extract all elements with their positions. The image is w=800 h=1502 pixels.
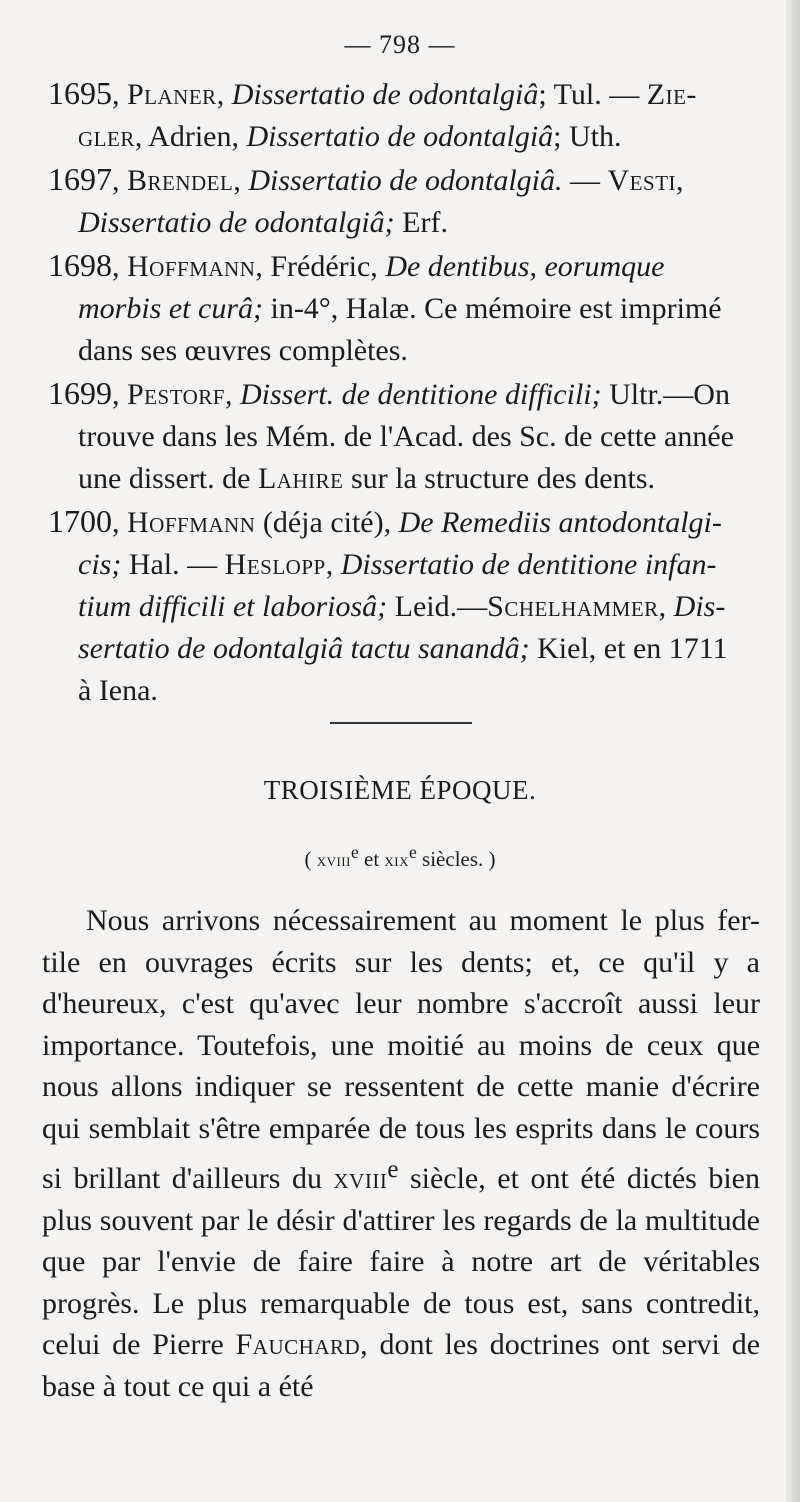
text-run: , Frédéric, [255,250,386,283]
entry-year: 1699 [48,375,112,411]
text-run: Hal. — [121,548,225,581]
text-run: , [112,250,127,283]
text-run: Leid.— [387,590,488,623]
text-run: une dissert. de [78,462,258,495]
entry-line [48,372,764,416]
text-run: Ultr.—On [601,378,730,411]
text-run: Erf. [394,206,448,239]
entry-line [48,288,764,330]
author-name: Planer [127,78,217,111]
section-title: TROISIÈME ÉPOQUE. [263,775,537,805]
bibliography-entry [48,500,764,712]
entry-line [48,586,764,628]
entry-line [48,500,764,544]
subtitle-century-2: xix [384,850,410,871]
paragraph [42,900,760,1407]
author-name: Vesti [607,164,677,197]
author-name: Heslopp [224,548,326,581]
text-run: , [360,1328,368,1361]
text-run: , [676,164,684,197]
work-title: morbis et curâ; [78,292,263,325]
author-name: Hoffmann [127,506,256,539]
text-run: , [325,548,341,581]
page-number: — 798 — [344,30,456,59]
text-run: ; Tul. — [538,78,647,111]
entry-line [48,330,764,372]
text-run: dans le cours si brillant d'ailleurs du [42,1111,760,1195]
text-run: les regards de la multitude que par l'envie de faire faire [42,1203,760,1278]
work-title: cis; [78,548,122,581]
author-name: Schelhammer [487,590,659,623]
author-name: Hoffmann [127,250,256,283]
section-subtitle [0,842,800,872]
entry-line [48,416,764,458]
text-run: trouve dans les Mém. de l'Acad. des Sc. de cette année [78,420,735,453]
subtitle-century-1: xviii [316,850,351,871]
text-run: , [233,164,249,197]
text-run: Kiel, et en 1711 [529,632,728,665]
bibliography-entries [48,72,764,712]
subtitle-close: siècles. ) [416,847,496,871]
entry-line [48,158,764,202]
entry-line [48,628,764,670]
bibliography-entry [48,244,764,372]
text-run: , Adrien, [134,120,247,153]
text-run: in-4°, Halæ. Ce mémoire est imprimé [262,292,722,325]
text-run: , [112,506,127,539]
author-name: Zie- [646,78,697,111]
bibliography-entry [48,72,764,158]
page-edge [786,0,800,1502]
text-run: que nous allons indiquer se ressentent de cette manie [42,1028,761,1103]
work-title: sertatio de odontalgiâ tactu sanandâ; [78,632,530,665]
entry-year: 1695 [48,75,112,111]
author-name: Lahire [257,462,344,495]
text-run: siècle, et [398,1162,519,1195]
author-name: xviii [333,1162,388,1195]
work-title: tium difficili et laboriosâ; [78,590,388,623]
subtitle-open: ( [304,847,317,871]
text-run: e [387,1156,399,1183]
text-run: , [216,78,232,111]
subtitle-sup-2: e [409,842,417,862]
work-title: De Remediis antodontalgi- [398,506,722,539]
section-divider [330,722,472,724]
text-run: à notre art de véritables progrès. Le plus remarquable [42,1245,760,1320]
author-name: Fauchard [235,1328,361,1361]
work-title: Dissertatio de odontalgiâ [246,120,554,153]
entry-line [48,72,764,116]
text-run: , [225,378,240,411]
text-run: leur importance. Toutefois, une moitié au moins de ceux [42,987,760,1062]
text-run: à Iena. [78,674,158,707]
text-run: de tous est, sans contredit, celui de Pierre [42,1286,760,1361]
text-run: , [658,590,674,623]
work-title: Dissert. de dentitione difficili; [240,378,602,411]
text-run: — [562,164,608,197]
work-title: Dissertatio de odontalgiâ. [248,164,563,197]
text-run: (déja cité), [255,506,399,539]
body-paragraph [42,900,760,1407]
work-title: Dissertatio de odontalgiâ [231,78,539,111]
text-run: tile en ouvrages écrits sur les dents; et, ce qu'il y a [42,945,760,979]
entry-year: 1698 [48,247,112,283]
text-run: sur la structure des dents. [343,462,656,495]
entry-line [48,544,764,586]
text-run: dans ses œuvres complètes. [78,334,408,367]
text-run: , [112,378,127,411]
bibliography-entry [48,158,764,244]
subtitle-sup-1: e [350,842,359,862]
text-run: Nous arrivons nécessairement au moment le plus fer- [86,904,760,937]
text-run: d'écrire qui semblait s'être emparée de tous les esprits [42,1070,760,1145]
text-run: ont été dictés bien plus souvent par le désir d'attirer [42,1162,760,1237]
entry-line [48,244,764,288]
subtitle-mid: et [358,847,385,871]
work-title: De dentibus, eorumque [385,250,665,283]
entry-line [48,458,764,500]
entry-line [48,202,764,244]
work-title: Dissertatio de odontalgiâ; [78,206,395,239]
text-run: dont les doctrines ont servi de base à tout ce qui a été [42,1328,761,1403]
work-title: Dis- [673,590,726,623]
text-run: ; Uth. [553,120,622,153]
author-name: gler [78,120,135,153]
entry-year: 1697 [48,161,112,197]
entry-line [48,116,764,158]
text-run: , [112,164,127,197]
author-name: Pestorf [127,378,225,411]
entry-year: 1700 [48,503,112,539]
bibliography-entry [48,372,764,500]
work-title: Dissertatio de dentitione infan- [340,548,717,581]
author-name: Brendel [127,164,234,197]
text-run: d'heureux, c'est qu'avec leur nombre s'accroît aussi [42,987,698,1020]
text-run: , [112,78,127,111]
entry-line [48,670,764,712]
